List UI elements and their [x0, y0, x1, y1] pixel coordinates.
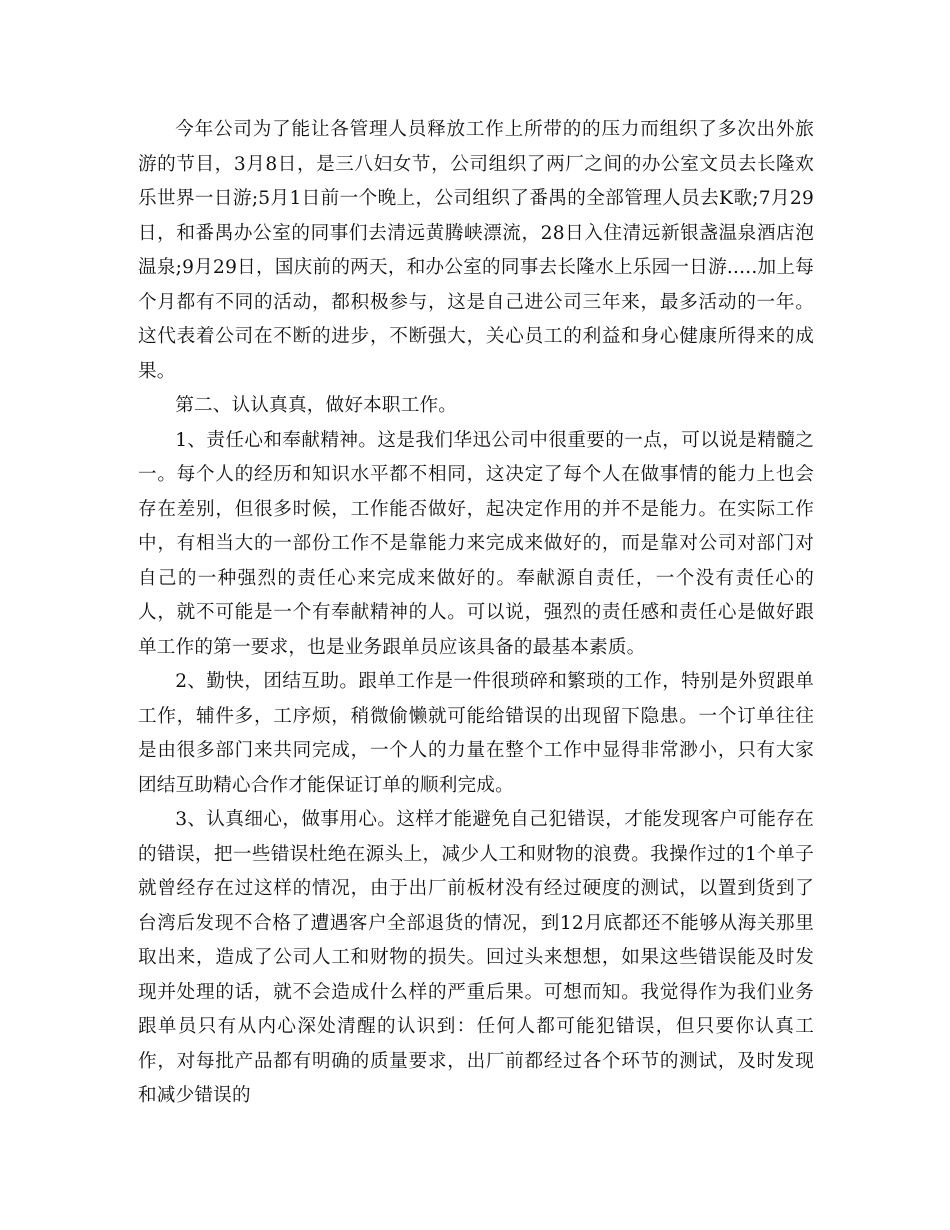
- paragraph-point-2: 2、勤快，团结互助。跟单工作是一件很琐碎和繁琐的工作，特别是外贸跟单工作，辅件多，工序烦，稍微偷懒就可能给错误的出现留下隐患。一个订单往往是由很多部门来共同完成，一个人的力量在整个工作中显得非常渺小，只有大家团结互助精心合作才能保证订单的顺利完成。: [138, 671, 814, 796]
- paragraph-company-activities: 今年公司为了能让各管理人员释放工作上所带的的压力而组织了多次出外旅游的节目，3月8日，是三八妇女节，公司组织了两厂之间的办公室文员去长隆欢乐世界一日游;5月1日前一个晚上，公司组织了番禺的全部管理人员去K歌;7月29日，和番禺办公室的同事们去清远黄腾峡漂流，28日入住清远新银盏温泉酒店泡温泉;9月29日，国庆前的两天，和办公室的同事去长隆水上乐园一日游.....加上每个月都有不同的活动，都积极参与，这是自己进公司三年来，最多活动的一年。这代表着公司在不断的进步，不断强大，关心员工的利益和身心健康所得来的成果。: [138, 119, 814, 382]
- paragraph-point-3: 3、认真细心，做事用心。这样才能避免自己犯错误，才能发现客户可能存在的错误，把一些错误杜绝在源头上，减少人工和财物的浪费。我操作过的1个单子就曾经存在过这样的情况，由于出厂前板材没有经过硬度的测试，以置到货到了台湾后发现不合格了遭遇客户全部退货的情况，到12月底都还不能够从海关那里取出来，造成了公司人工和财物的损失。回过头来想想，如果这些错误能及时发现并处理的话，就不会造成什么样的严重后果。可想而知。我觉得作为我们业务跟单员只有从内心深处清醒的认识到：任何人都可能犯错误，但只要你认真工作，对每批产品都有明确的质量要求，出厂前都经过各个环节的测试，及时发现和减少错误的: [138, 809, 814, 1106]
- paragraph-point-1: 1、责任心和奉献精神。这是我们华迅公司中很重要的一点，可以说是精髓之一。每个人的经历和知识水平都不相同，这决定了每个人在做事情的能力上也会存在差别，但很多时候，工作能否做好，起决定作用的并不是能力。在实际工作中，有相当大的一部份工作不是靠能力来完成来做好的，而是靠对公司对部门对自己的一种强烈的责任心来完成来做好的。奉献源自责任，一个没有责任心的人，就不可能是一个有奉献精神的人。可以说，强烈的责任感和责任心是做好跟单工作的第一要求，也是业务跟单员应该具备的最基本素质。: [138, 429, 814, 658]
- document-body: [138, 113, 814, 1114]
- paragraph-section-heading: 第二、认认真真，做好本职工作。: [175, 395, 458, 416]
